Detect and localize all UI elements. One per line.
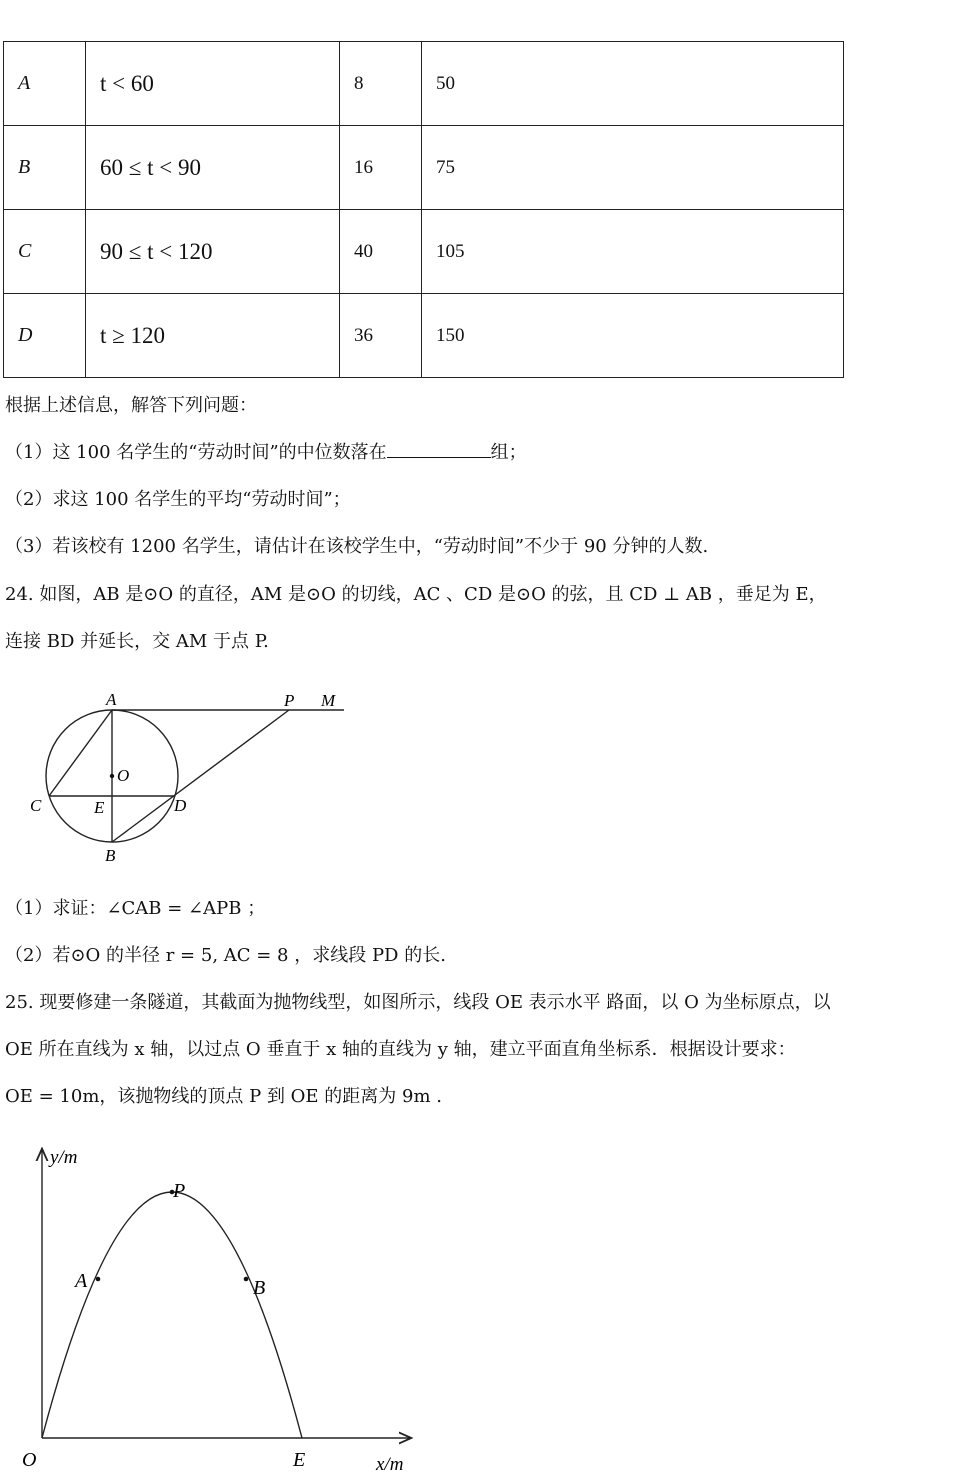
range-cell: t < 60 [86, 42, 340, 126]
table-row [4, 126, 844, 210]
count-cell: 36 [340, 294, 422, 378]
count-cell: 40 [340, 210, 422, 294]
range-cell: 90 ≤ t < 120 [86, 210, 340, 294]
group-cell: D [4, 294, 86, 378]
table-row [4, 210, 844, 294]
label-o: O [117, 766, 130, 785]
q23-part1-text: （1）这 100 名学生的“劳动时间”的中位数落在 [5, 442, 387, 463]
q24-statement-line2: 连接 BD 并延长，交 AM 于点 P. [5, 631, 269, 652]
table-row [4, 42, 844, 126]
q24-statement-line1: 24. 如图，AB 是⊙O 的直径，AM 是⊙O 的切线，AC 、CD 是⊙O 的弦，且 CD ⊥ AB ，垂足为 E， [5, 584, 827, 605]
center-point [110, 774, 114, 778]
x-axis-label: x/m [376, 1454, 404, 1475]
label-p: P [173, 1180, 186, 1202]
mid-cell: 150 [422, 294, 844, 378]
label-b: B [105, 846, 116, 865]
q25-statement-line3: OE = 10m，该抛物线的顶点 P 到 OE 的距离为 9m . [5, 1086, 442, 1107]
q23-part3: （3）若该校有 1200 名学生，请估计在该校学生中，“劳动时间”不少于 90 分钟的人数. [5, 536, 709, 557]
q23-part1-suffix: 组； [490, 442, 527, 463]
q25-statement-line1: 25. 现要修建一条隧道，其截面为抛物线型，如图所示，线段 OE 表示水平 路面，以 O 为坐标原点，以 [5, 992, 831, 1013]
q23-part2: （2）求这 100 名学生的平均“劳动时间”； [5, 489, 351, 510]
y-axis-label: y/m [50, 1147, 78, 1168]
mid-cell: 50 [422, 42, 844, 126]
chord-ac [49, 710, 112, 796]
frequency-table [3, 41, 844, 378]
q23-part1 [5, 441, 527, 465]
range-cell: t ≥ 120 [86, 294, 340, 378]
line-bp [112, 710, 289, 842]
label-o: O [22, 1449, 37, 1471]
point-b [244, 1277, 249, 1282]
range-cell: 60 ≤ t < 90 [86, 126, 340, 210]
label-m: M [321, 691, 336, 710]
group-cell: B [4, 126, 86, 210]
label-d: D [174, 796, 187, 815]
mid-cell: 75 [422, 126, 844, 210]
label-p: P [284, 691, 295, 710]
parabola-diagram [0, 1140, 440, 1480]
group-cell: C [4, 210, 86, 294]
label-b: B [253, 1277, 266, 1299]
label-a: A [106, 690, 117, 709]
point-a [96, 1277, 101, 1282]
label-c: C [30, 796, 42, 815]
q24-part2: （2）若⊙O 的半径 r = 5, AC = 8 ，求线段 PD 的长. [5, 945, 446, 966]
label-a: A [75, 1270, 88, 1292]
circle-diagram [0, 680, 360, 870]
label-e: E [293, 1449, 306, 1471]
label-e: E [94, 798, 105, 817]
q24-part1: （1）求证：∠CAB = ∠APB ； [5, 898, 266, 919]
count-cell: 8 [340, 42, 422, 126]
q25-statement-line2: OE 所在直线为 x 轴，以过点 O 垂直于 x 轴的直线为 y 轴，建立平面直角坐标系．根据设计要求： [5, 1039, 796, 1060]
q23-intro: 根据上述信息，解答下列问题： [5, 395, 257, 416]
group-cell: A [4, 42, 86, 126]
answer-blank [387, 441, 491, 458]
mid-cell: 105 [422, 210, 844, 294]
count-cell: 16 [340, 126, 422, 210]
parabola-curve [42, 1192, 302, 1438]
table-row [4, 294, 844, 378]
